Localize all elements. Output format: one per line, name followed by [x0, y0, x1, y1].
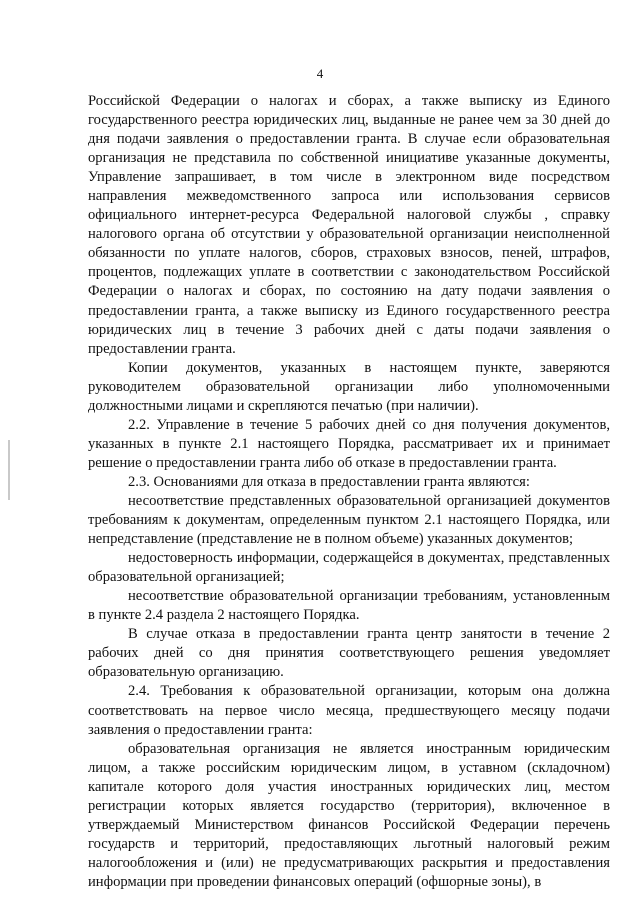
- paragraph-2-3: 2.3. Основаниями для отказа в предоставлении гранта являются:: [128, 473, 530, 490]
- document-body: [88, 92, 610, 892]
- paragraph-2-2: 2.2. Управление в течение 5 рабочих дней со дня получения документов, указанных в пункте 2.1 настоящего Порядка, рассматривает их и принимает решение о предоставлении гранта либо об отказе в предоставлении гранта.: [88, 416, 610, 471]
- paragraph-refusal-reason-2: недостоверность информации, содержащейся в документах, представленных образовательной организацией;: [88, 550, 610, 586]
- paragraph-requirement-foreign-entity: образовательная организация не является иностранным юридическим лицом, а также российским юридическим лицом, в уставном (складочном) капитале которого доля участия иностранных юридических лиц, местом регистрации которых является государство (территория), включенное в утверждаемый Министерством финансов Российской Федерации перечень государств и территорий, предоставляющих льготный налоговый режим налогообложения и (или) не предусматривающих раскрытия и предоставления информации при проведении финансовых операций (офшорные зоны), в: [88, 740, 610, 890]
- paragraph-taxes-continuation: Российской Федерации о налогах и сборах, а также выписку из Единого государственного реестра юридических лиц, выданные не ранее чем за 30 дней до дня подачи заявления о предоставлении гранта. В случае если образовательная организация не представила по собственной инициативе указанные документы, Управление запрашивает, в том числе в электронном виде посредством направления межведомственного запроса или использования сервисов официального интернет-ресурса Федеральной налоговой службы , справку налогового органа об отсутствии у образовательной организации неисполненной обязанности по уплате налогов, сборов, страховых взносов, пеней, штрафов, процентов, подлежащих уплате в соответствии с законодательством Российской Федерации о налогах и сборах, по состоянию на дату подачи заявления о предоставлении гранта, а также выписку из Единого государственного реестра юридических лиц в течение 3 рабочих дней с даты подачи заявления о предоставлении гранта.: [88, 93, 610, 357]
- paragraph-refusal-reason-3: несоответствие образовательной организации требованиям, установленным в пункте 2.4 раздела 2 настоящего Порядка.: [88, 588, 610, 624]
- paragraph-refusal-reason-1: несоответствие представленных образовательной организацией документов требованиям к документам, определенным пунктом 2.1 настоящего Порядка, или непредставление (представление не в полном объеме) указанных документов;: [88, 492, 610, 548]
- paragraph-refusal-notice: В случае отказа в предоставлении гранта центр занятости в течение 2 рабочих дней со дня принятия соответствующего решения уведомляет образовательную организацию.: [88, 626, 610, 681]
- page-number: 4: [316, 66, 324, 81]
- paragraph-2-4: 2.4. Требования к образовательной организации, которым она должна соответствовать на первое число месяца, предшествующего месяцу подачи заявления о предоставлении гранта:: [88, 683, 610, 738]
- scan-edge-mark: [8, 440, 10, 500]
- paragraph-copies: Копии документов, указанных в настоящем пункте, заверяются руководителем образовательной организации либо уполномоченными должностными лицами и скрепляются печатью (при наличии).: [88, 359, 610, 414]
